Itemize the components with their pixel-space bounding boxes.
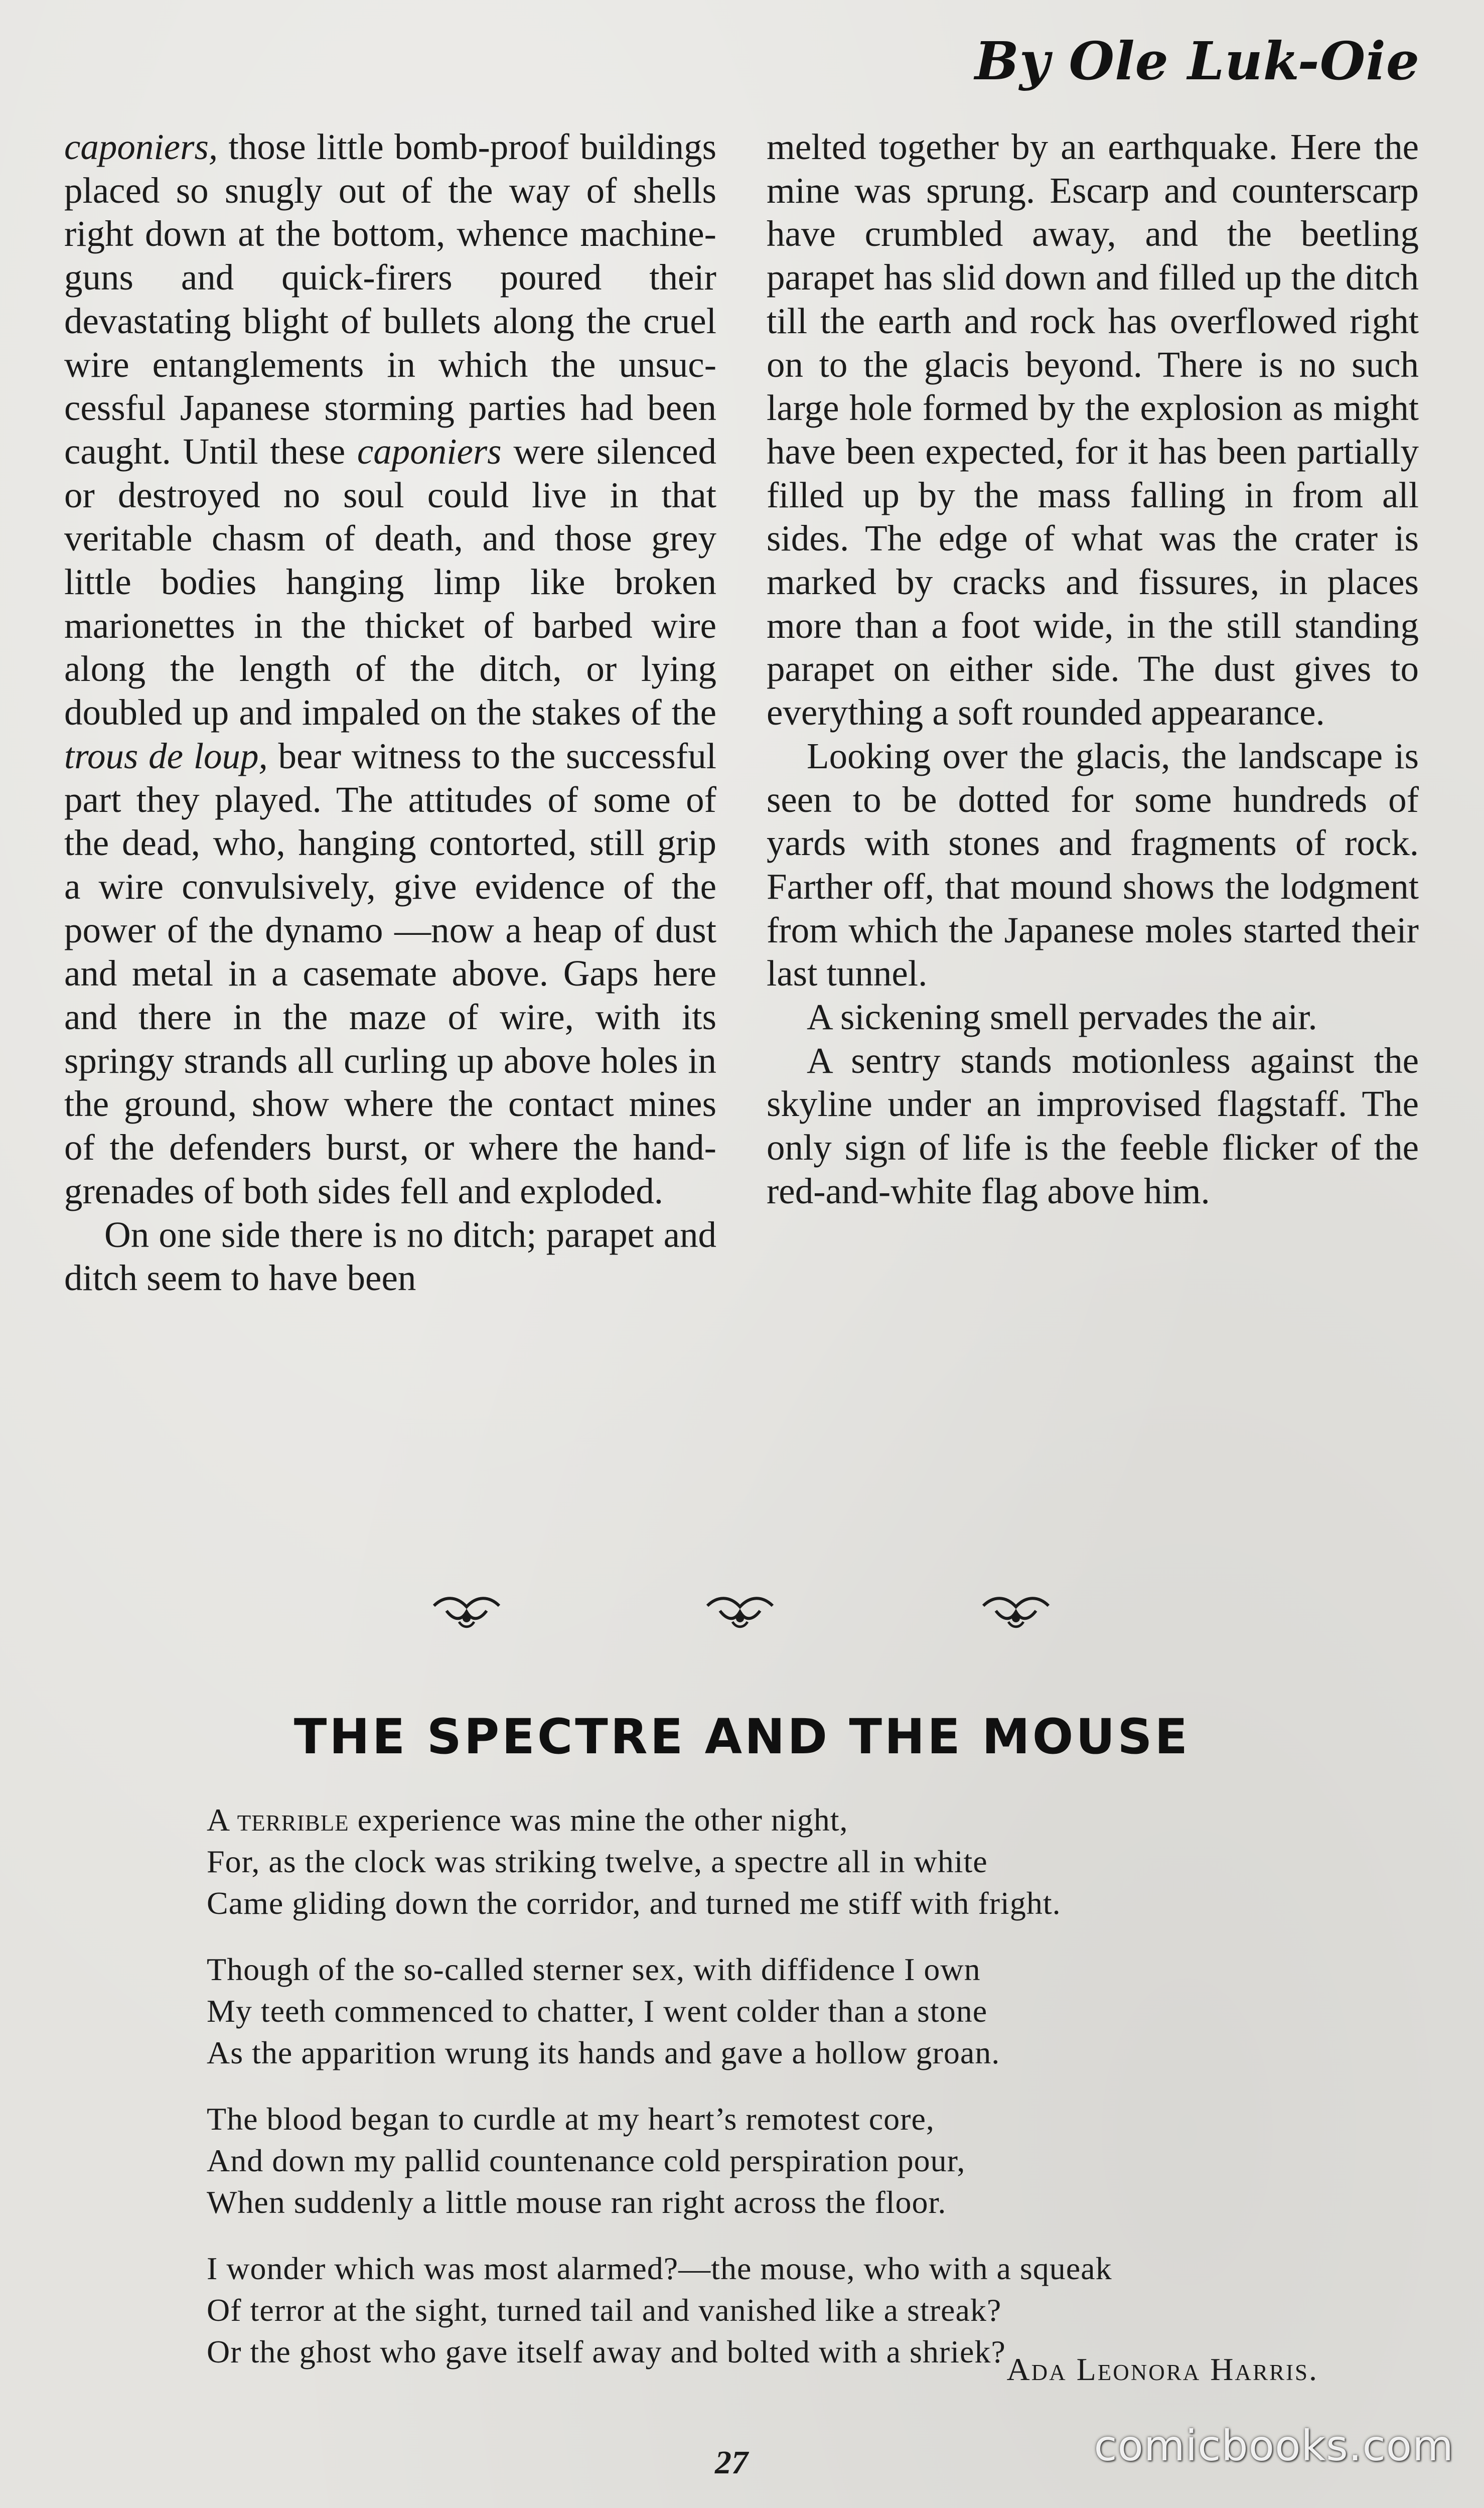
poem-line: When suddenly a little mouse ran right across the floor. xyxy=(207,2184,947,2220)
poem-line: For, as the clock was striking twelve, a spectre all in white xyxy=(207,1844,988,1879)
poem-author: Ada Leonora Harris. xyxy=(1006,2351,1318,2387)
paragraph-text: A sickening smell pervades the air. xyxy=(807,997,1317,1038)
paragraph-text: were silenced or destroyed no soul could live in that veritable chasm of death, and those grey little bodies hanging limp like broken marionettes in the thicket of barbed wire along the length of the ditch, or lying doubled up and impaled on the stakes of the xyxy=(64,431,716,733)
paragraph-text: On one side there is no ditch; parapet and ditch seem to have been xyxy=(64,1214,716,1299)
watermark: comicbooks.com xyxy=(1094,2421,1454,2470)
poem-line: Came gliding down the corridor, and turned me stiff with fright. xyxy=(207,1885,1061,1921)
poem-body xyxy=(207,1799,1421,2397)
poem-stanza xyxy=(207,1948,1421,2073)
poem-line-text: experience was mine the other night, xyxy=(349,1802,848,1838)
paragraph-text: bear witness to the successful part they played. The attitudes of some of the dead, who, hanging contorted, still grip a wire convulsively, give evidence of the power of the dynamo —now a heap of dust and metal in a casemate above. Gaps here and there in the maze of wire, with its springy strands all curling up above holes in the ground, show where the contact mines of the defenders burst, or where the hand-grenades of both sides fell and exploded. xyxy=(64,735,716,1211)
poem-stanza xyxy=(207,1799,1421,1924)
page-number: 27 xyxy=(715,2444,748,2481)
poem-opening-words: A terrible xyxy=(207,1802,349,1838)
italic-term: caponiers xyxy=(357,431,502,472)
fleuron-icon xyxy=(978,1591,1054,1631)
italic-term: caponiers, xyxy=(64,126,218,167)
article-paragraph xyxy=(767,735,1419,996)
article-columns xyxy=(64,125,1419,1300)
poem-line xyxy=(207,1799,1421,1841)
paragraph-text: melted together by an earthquake. Here the mine was sprung. Escarp and counterscarp have crumbled away, and the beetling parapet has slid down and filled up the ditch till the earth and rock has overflowed right on to the glacis beyond. There is no such large hole formed by the explosion as might have been expected, for it has been partially filled up by the mass falling in from all sides. The edge of what was the crater is marked by cracks and fissures, in places more than a foot wide, in the still standing parapet on either side. The dust gives to everything a soft rounded appearance. xyxy=(767,126,1419,733)
poem-line: Or the ghost who gave itself away and bolted with a shriek? xyxy=(207,2334,1006,2370)
paragraph-text: Looking over the glacis, the landscape is seen to be dotted for some hundreds of yards with stones and fragments of rock. Farther off, that mound shows the lodgment from which the Japanese moles started their last tunnel. xyxy=(767,735,1419,994)
poem-title: THE SPECTRE AND THE MOUSE xyxy=(293,1709,1191,1765)
article-paragraph xyxy=(767,1039,1419,1213)
poem-line: And down my pallid countenance cold perspiration pour, xyxy=(207,2143,966,2178)
article-column-right xyxy=(767,125,1419,1300)
paragraph-text: those little bomb-proof buildings placed so snugly out of the way of shells right down at the bottom, whence machine-guns and quick-firers poured their devastating blight of bullets along the cruel wire entanglements in which the unsuccessful Japanese storming parties had been caught. Until these xyxy=(64,126,716,472)
poem-line: Though of the so-called sterner sex, with diffidence I own xyxy=(207,1952,981,1987)
fleuron-icon xyxy=(429,1591,504,1631)
fleuron-icon xyxy=(702,1591,778,1631)
article-column-left xyxy=(64,125,716,1300)
poem-line: My teeth commenced to chatter, I went colder than a stone xyxy=(207,1993,988,2029)
poem-stanza xyxy=(207,2098,1421,2223)
article-paragraph xyxy=(64,1213,716,1300)
poem-line: As the apparition wrung its hands and gave a hollow groan. xyxy=(207,2035,1000,2070)
poem-line: The blood began to curdle at my heart’s remotest core, xyxy=(207,2101,935,2137)
article-paragraph xyxy=(767,996,1419,1039)
poem-line: Of terror at the sight, turned tail and vanished like a streak? xyxy=(207,2292,1002,2328)
running-head: By Ole Luk-Oie xyxy=(974,30,1420,92)
paragraph-text: A sentry stands motionless against the skyline under an improvised flagstaff. The only sign of life is the feeble flicker of the red-and-white flag above him. xyxy=(767,1040,1419,1211)
article-paragraph xyxy=(64,125,716,1213)
ornament-divider xyxy=(0,1591,1484,1636)
poem-line: I wonder which was most alarmed?—the mouse, who with a squeak xyxy=(207,2251,1112,2286)
italic-term: trous de loup, xyxy=(64,735,268,776)
article-paragraph xyxy=(767,125,1419,735)
